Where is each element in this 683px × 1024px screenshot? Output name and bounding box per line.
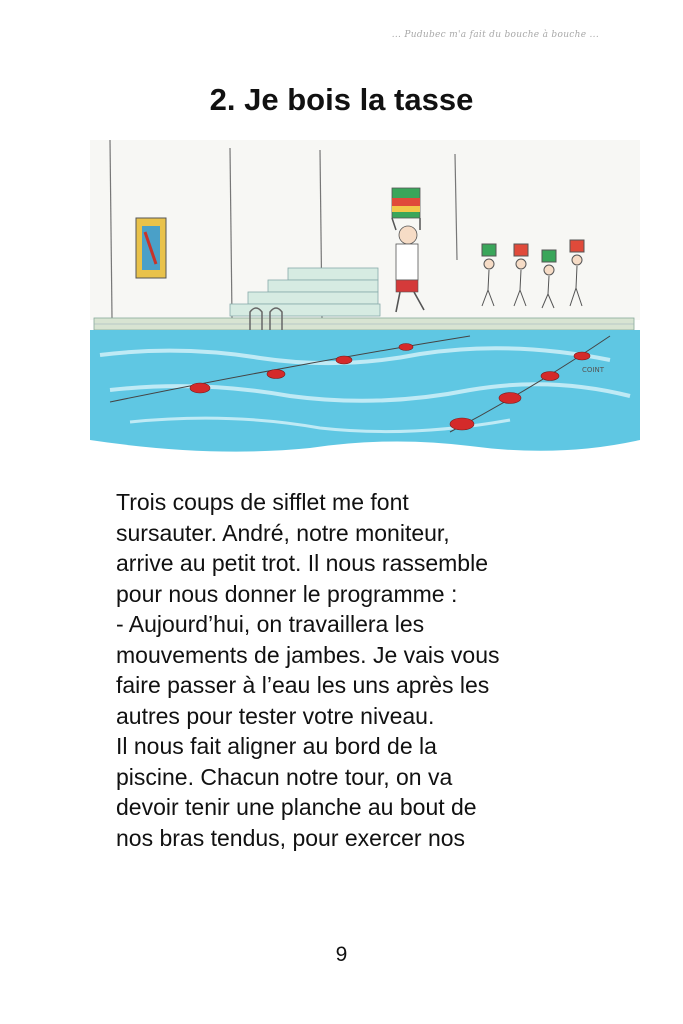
text-line: autres pour tester votre niveau. (116, 702, 435, 729)
text-line: pour nous donner le programme : (116, 580, 458, 607)
pool-illustration (90, 140, 640, 460)
text-line: mouvements de jambes. Je vais vous (116, 641, 500, 668)
text-line: arrive au petit trot. Il nous rassemble (116, 550, 488, 576)
text-line: sursauter. André, notre moniteur, (116, 519, 450, 546)
text-line: faire passer à l’eau les uns après les (116, 672, 490, 698)
text-line: Trois coups de sifflet me font (116, 489, 409, 515)
chapter-title: 2. Je bois la tasse (209, 82, 474, 117)
text-line: devoir tenir une planche au bout de (116, 794, 477, 820)
running-header: ... Pudubec m'a fait du bouche à bouche ... (391, 30, 599, 40)
text-line: - Aujourd’hui, on travaillera les (116, 611, 425, 637)
text-line: nos bras tendus, pour exercer nos (116, 824, 466, 851)
text-line: Il nous fait aligner au bord de la (116, 733, 437, 759)
page-number: 9 (335, 943, 348, 966)
text-line: piscine. Chacun notre tour, on va (116, 763, 453, 790)
body-text (116, 487, 636, 853)
illustration-signature: COINT (582, 366, 604, 374)
